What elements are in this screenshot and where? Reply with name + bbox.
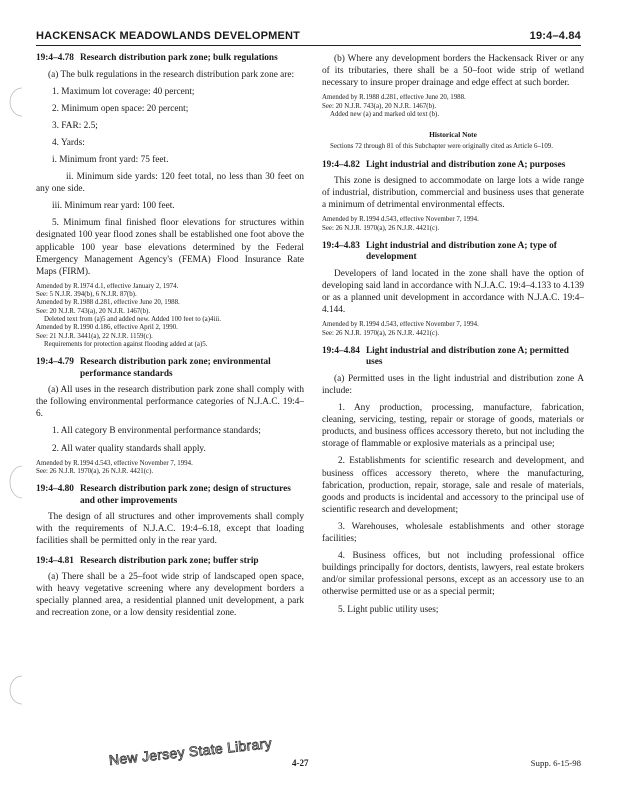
paragraph: (a) There shall be a 25–foot wide strip of landscaped open space, with heavy vegetative screening where any development borders a specially planned area, a residential planned unit development, a park and recreation zone, or a low density residential zone.: [36, 572, 304, 619]
section-title: Research distribution park zone; environmental performance standards: [79, 357, 271, 379]
amendment-line: Amended by R.1974 d.1, effective January 2, 1974.: [36, 282, 179, 290]
amendment-line: Amended by R.1988 d.281, effective June 20, 1988.: [322, 94, 466, 102]
amendment-line: See: 21 N.J.R. 3441(a), 22 N.J.R. 1159(c).: [36, 332, 153, 340]
page-footer: [36, 734, 581, 782]
section-heading: [36, 357, 304, 380]
library-stamp: New Jersey State Library: [108, 734, 273, 768]
left-column: [36, 53, 304, 627]
list-item: 5. Light public utility uses;: [338, 604, 439, 615]
amendment-line: See: 26 N.J.R. 1970(a), 26 N.J.R. 4421(c).: [322, 224, 440, 232]
list-item: 3. Warehouses, wholesale establishments and other storage facilities;: [322, 521, 584, 545]
amendment-line: See: 26 N.J.R. 1970(a), 26 N.J.R. 4421(c).: [322, 329, 440, 337]
amendment-line: Added new (a) and marked old text (b).: [330, 110, 440, 118]
amendment-notes: [36, 283, 304, 349]
section-heading: [36, 556, 304, 568]
paragraph: (a) Permitted uses in the light industrial and distribution zone A include:: [322, 373, 584, 396]
section-heading: [322, 160, 584, 172]
paragraph: Developers of land located in the zone shall have the option of developing said land in accordance with N.J.A.C. 19:4–4.133 to 4.139 or as a planned unit development in accordance with N.J.A.C. 19:4–4.144.: [322, 268, 584, 316]
section-number: 19:4–4.84: [322, 345, 360, 356]
section-title: Light industrial and distribution zone A; type of development: [365, 240, 557, 263]
list-item: 1. Any production, processing, manufacture, fabrication, cleaning, servicing, testing, repair or storage of goods, materials or products, and business offices accessory thereto, but not including the storage of flammable or explosive materials as a principal use;: [322, 403, 584, 450]
section-heading: [322, 346, 584, 369]
binder-hole-marks: [0, 0, 30, 800]
section-19-4-4-84: [322, 346, 584, 616]
section-19-4-4-81: [36, 556, 304, 620]
historical-note-text: Sections 72 through 81 of this Subchapter were originally cited as Article 6–109.: [330, 143, 553, 151]
right-column: [322, 53, 584, 624]
section-number: 19:4–4.79: [36, 357, 74, 368]
supplement-date: Supp. 6-15-98: [530, 758, 581, 768]
section-heading: [322, 241, 584, 264]
amendment-line: Requirements for protection against flooding added at (a)5.: [44, 340, 208, 348]
amendment-line: Deleted text from (a)5 and added new. Added 100 feet to (a)4iii.: [44, 316, 221, 323]
section-19-4-4-83: [322, 241, 584, 338]
list-item: 5. Minimum final finished floor elevations for structures within designated 100 year flood zones shall be established one foot above the applicable 100 year base elevations determined by the Federal Emergency Management Agency's (FEMA) Flood Insurance Rate Maps (FIRM).: [36, 218, 304, 277]
amendment-line: See: 20 N.J.R. 743(a), 20 N.J.R. 1467(b).: [322, 102, 437, 110]
paragraph: (a) The bulk regulations in the research distribution park zone are:: [48, 69, 295, 80]
amendment-notes: [322, 94, 584, 119]
section-title: Light industrial and distribution zone A; purposes: [365, 159, 566, 170]
amendment-line: See: 20 N.J.R. 743(a), 20 N.J.R. 1467(b).: [36, 307, 151, 315]
section-number: 19:4–4.80: [36, 484, 74, 495]
section-number: 19:4–4.81: [36, 555, 74, 566]
amendment-notes: [36, 460, 304, 477]
list-item: 4. Business offices, but not including professional office buildings principally for doctors, dentists, lawyers, real estate brokers and/or similar professional persons, except as an accessory use to an otherwise permitted use or as a special permit;: [322, 551, 584, 598]
amendment-notes: [322, 321, 584, 338]
list-item: 3. FAR: 2.5;: [52, 120, 98, 131]
section-title: Light industrial and distribution zone A; permitted uses: [365, 345, 569, 368]
header-title: HACKENSACK MEADOWLANDS DEVELOPMENT: [36, 30, 301, 42]
amendment-line: Amended by R.1994 d.543, effective November 7, 1994.: [36, 459, 193, 467]
section-number: 19:4–4.78: [36, 53, 74, 63]
paragraph: (a) All uses in the research distribution park zone shall comply with the following environmental performance categories of N.J.A.C. 19:4–6.: [36, 385, 304, 420]
section-heading: [36, 53, 304, 65]
section-19-4-4-79: [36, 357, 304, 476]
section-number: 19:4–4.83: [322, 240, 360, 251]
list-item: 1. Maximum lot coverage: 40 percent;: [52, 86, 195, 97]
section-title: Research distribution park zone; buffer strip: [79, 555, 259, 566]
sub-item: i. Minimum front yard: 75 feet.: [52, 154, 169, 165]
historical-note-heading: Historical Note: [429, 130, 477, 140]
paragraph: This zone is designed to accommodate on large lots a wide range of industrial, distribution, commercial and business uses that generate a minimum of detrimental environmental effects.: [322, 176, 584, 211]
section-title: Research distribution park zone; bulk regulations: [79, 53, 278, 63]
amendment-line: See: 26 N.J.R. 1970(a), 26 N.J.R. 4421(c).: [36, 467, 154, 475]
amendment-line: Amended by R.1994 d.543, effective November 7, 1994.: [322, 321, 479, 329]
sub-item: iii. Minimum rear yard: 100 feet.: [52, 201, 175, 212]
amendment-notes: [322, 216, 584, 233]
paragraph: The design of all structures and other improvements shall comply with the requirements of N.J.A.C. 19:4–6.18, except that loading facilities shall be permitted only in the rear yard.: [36, 512, 304, 547]
amendment-line: Amended by R.1994 d.543, effective November 7, 1994.: [322, 216, 479, 224]
section-number: 19:4–4.82: [322, 159, 360, 170]
list-item: 2. All water quality standards shall apply.: [52, 443, 206, 454]
amendment-line: Amended by R.1988 d.281, effective June 20, 1988.: [36, 299, 180, 307]
list-item: 2. Minimum open space: 20 percent;: [52, 103, 189, 114]
section-heading: [36, 484, 304, 507]
section-19-4-4-78: [36, 53, 304, 349]
list-item: 4. Yards:: [52, 137, 85, 148]
running-header: [36, 29, 581, 46]
list-item: 1. All category B environmental performance standards;: [52, 426, 261, 437]
amendment-line: Amended by R.1990 d.186, effective April 2, 1990.: [36, 324, 178, 332]
section-19-4-4-82: [322, 160, 584, 233]
header-section-range: 19:4–4.84: [529, 30, 581, 42]
amendment-line: See: 5 N.J.R. 394(b), 6 N.J.R. 87(b).: [36, 291, 137, 299]
page-number: 4-27: [292, 758, 309, 768]
section-19-4-4-80: [36, 484, 304, 547]
paragraph: (b) Where any development borders the Hackensack River or any of its tributaries, there shall be a 50–foot wide strip of wetland necessary to insure proper drainage and edge effect at such border.: [322, 54, 584, 89]
sub-item: ii. Minimum side yards: 120 feet total, no less than 30 feet on any one side.: [36, 172, 304, 195]
list-item: 2. Establishments for scientific research and development, and business offices accessory thereto, where the manufacturing, fabrication, production, repair, storage, sale and resale of materials, goods and products is incidental and accessory to the principal use of scientific research and development;: [322, 456, 584, 515]
section-title: Research distribution park zone; design of structures and other improvements: [79, 484, 291, 506]
